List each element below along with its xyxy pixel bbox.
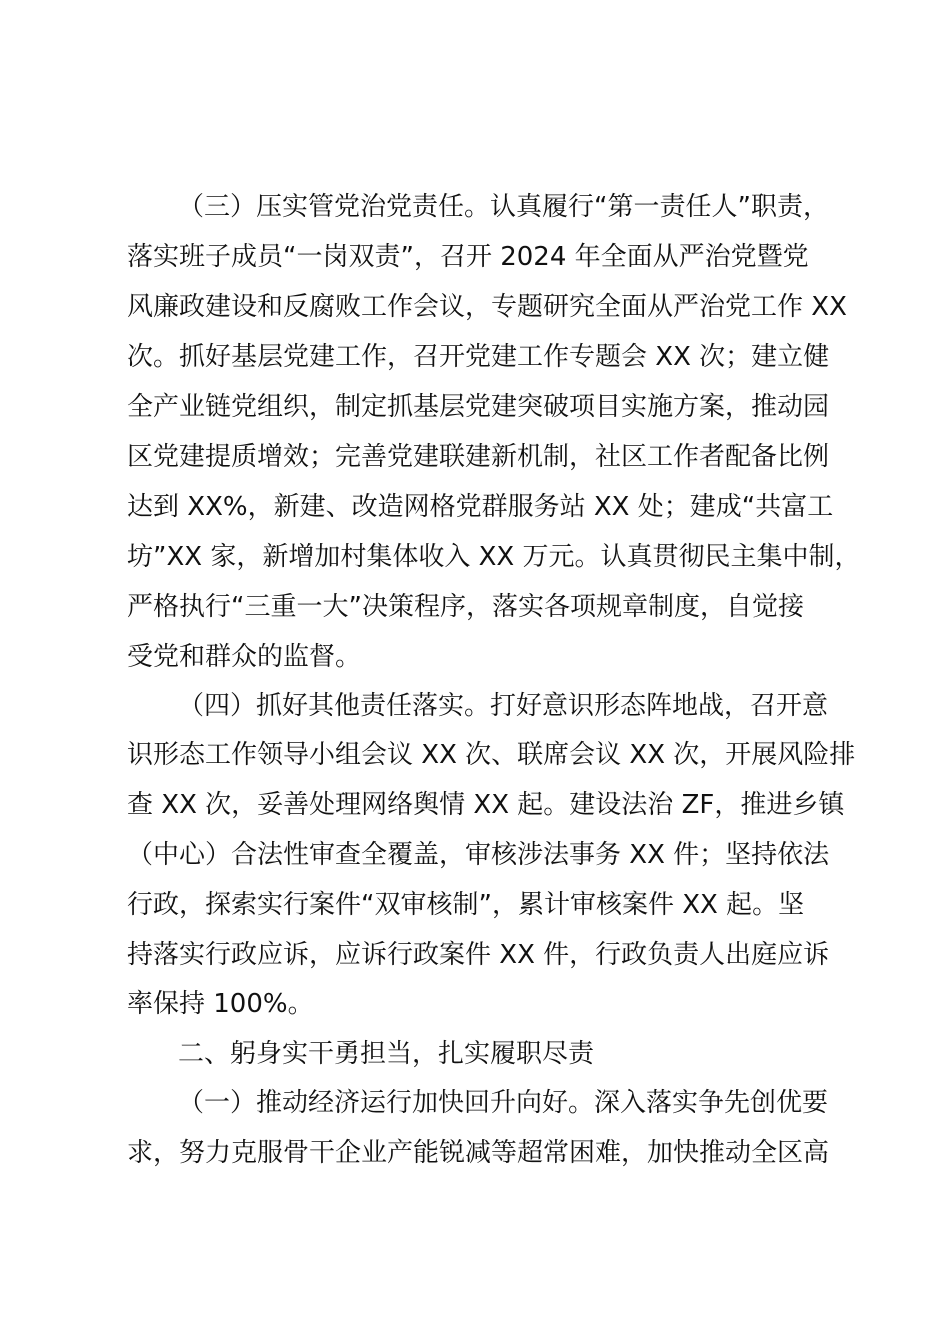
- paragraph-4-line-2: 识形态工作领导小组会议 XX 次、联席会议 XX 次，开展风险排: [127, 740, 856, 770]
- paragraph-3-line-4: 次。抓好基层党建工作，召开党建工作专题会 XX 次；建立健: [127, 342, 830, 372]
- paragraph-3-line-3: 风廉政建设和反腐败工作会议，专题研究全面从严治党工作 XX: [127, 292, 847, 322]
- paragraph-3-line-1: （三）压实管党治党责任。认真履行“第一责任人”职责，: [178, 192, 829, 222]
- paragraph-3-line-8: 坊”XX 家，新增加村集体收入 XX 万元。认真贯彻民主集中制，: [127, 542, 861, 572]
- paragraph-4-line-3: 查 XX 次，妥善处理网络舆情 XX 起。建设法治 ZF，推进乡镇: [127, 790, 845, 820]
- paragraph-5-line-1: （一）推动经济运行加快回升向好。深入落实争先创优要: [178, 1088, 829, 1118]
- paragraph-4-line-5: 行政，探索实行案件“双审核制”，累计审核案件 XX 起。坚: [127, 890, 805, 920]
- paragraph-3-line-2: 落实班子成员“一岗双责”，召开 2024 年全面从严治党暨党: [127, 242, 809, 272]
- paragraph-3-line-7: 达到 XX%，新建、改造网格党群服务站 XX 处；建成“共富工: [127, 492, 834, 522]
- paragraph-4-line-6: 持落实行政应诉，应诉行政案件 XX 件，行政负责人出庭应诉: [127, 940, 830, 970]
- paragraph-4-line-4: （中心）合法性审查全覆盖，审核涉法事务 XX 件；坚持依法: [127, 840, 830, 870]
- paragraph-3-line-10: 受党和群众的监督。: [127, 642, 362, 672]
- section-heading: 二、躬身实干勇担当，扎实履职尽责: [178, 1039, 595, 1069]
- paragraph-3-line-5: 全产业链党组织，制定抓基层党建突破项目实施方案，推动园: [127, 392, 830, 422]
- paragraph-5-line-2: 求，努力克服骨干企业产能锐减等超常困难，加快推动全区高: [127, 1138, 830, 1168]
- paragraph-4-line-1: （四）抓好其他责任落实。打好意识形态阵地战，召开意: [178, 691, 829, 721]
- paragraph-3-line-9: 严格执行“三重一大”决策程序，落实各项规章制度，自觉接: [127, 592, 804, 622]
- paragraph-4-line-7: 率保持 100%。: [127, 989, 314, 1019]
- paragraph-3-line-6: 区党建提质增效；完善党建联建新机制，社区工作者配备比例: [127, 442, 830, 472]
